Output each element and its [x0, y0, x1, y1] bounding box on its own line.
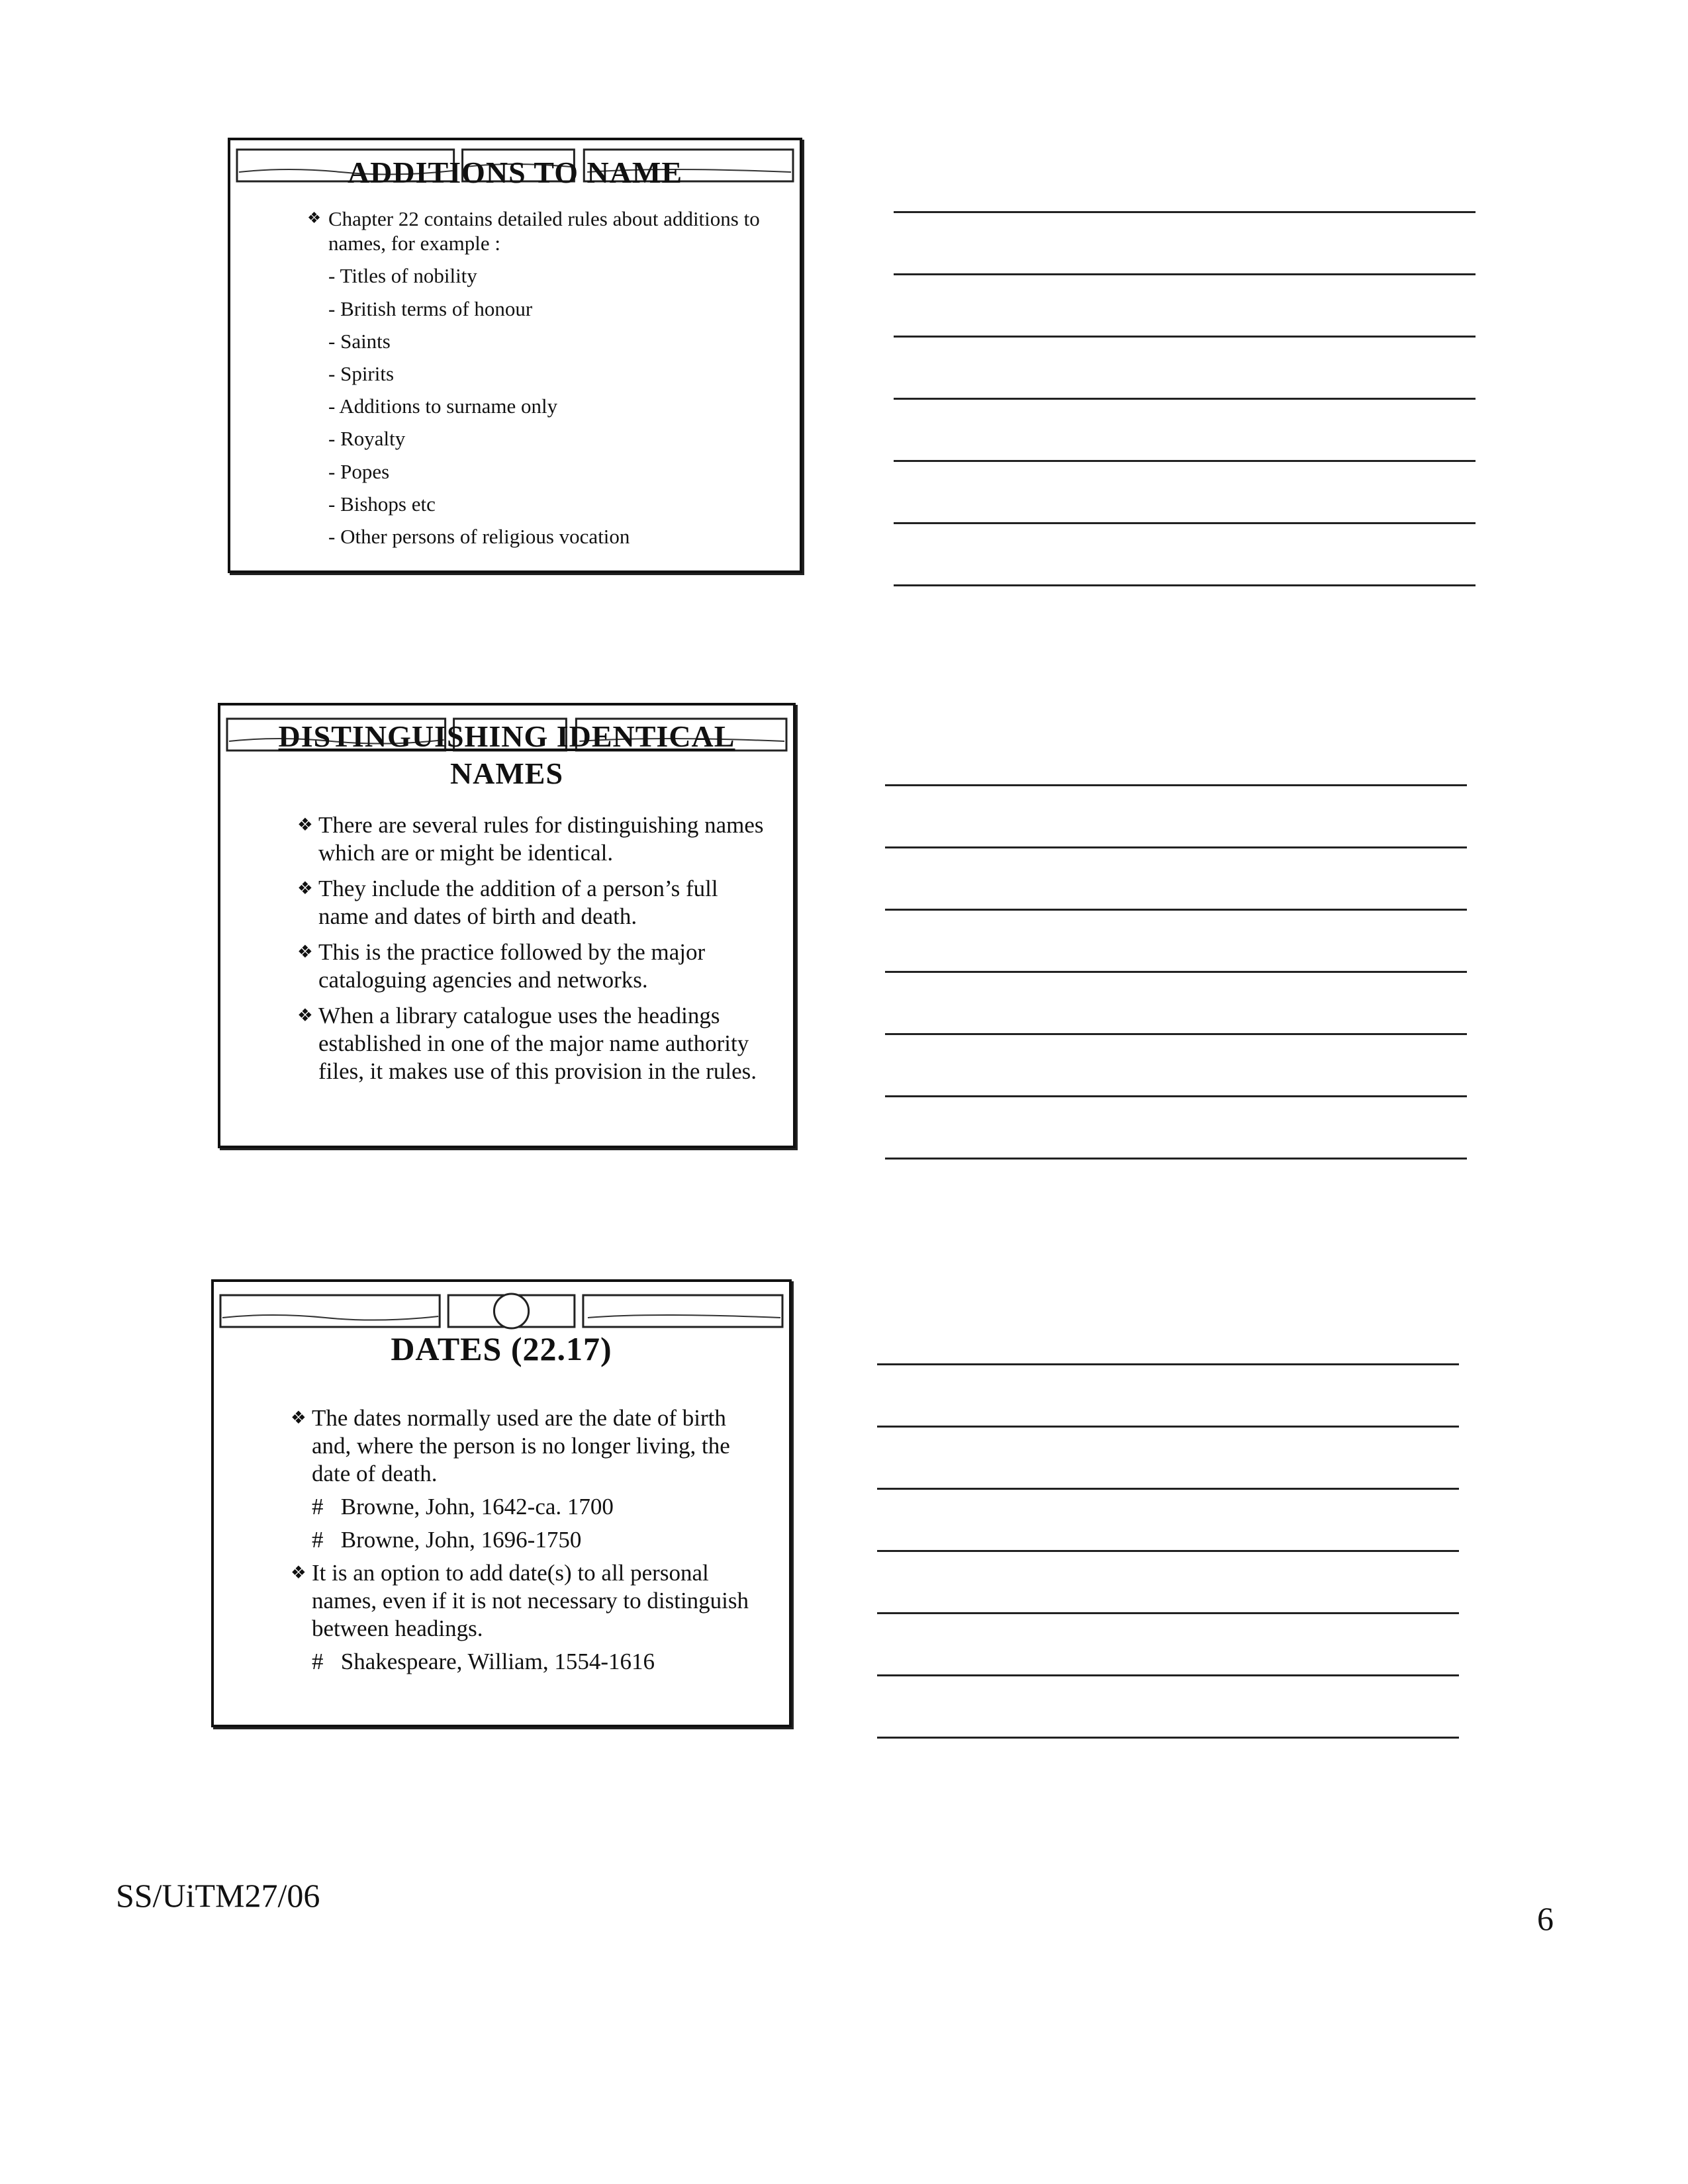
note-line [894, 398, 1476, 400]
example-heading: # Shakespeare, William, 1554-1616 [312, 1649, 655, 1674]
slide-distinguishing-identical-names [218, 703, 796, 1148]
diamond-bullet-icon: ❖ [291, 1408, 306, 1428]
diamond-bullet-icon: ❖ [297, 815, 313, 835]
bullet-text: This is the practice followed by the major cataloguing agencies and networks. [318, 939, 706, 993]
note-line [877, 1612, 1459, 1614]
note-line [894, 336, 1476, 338]
diamond-bullet-icon: ❖ [297, 942, 313, 962]
note-line [885, 1158, 1467, 1160]
bullet-text: It is an option to add date(s) to all personal names, even if it is not necessary to distinguish between headings. [312, 1560, 749, 1641]
bullet-item [307, 206, 785, 255]
note-line [885, 1095, 1467, 1097]
slide-body [307, 206, 785, 549]
decorative-banner [219, 1293, 784, 1332]
bullet-item [291, 1404, 769, 1488]
slide-title: DATES (22.17) [391, 1330, 612, 1367]
list-item: - Spirits [328, 361, 395, 385]
note-line [894, 460, 1476, 462]
bullet-text: When a library catalogue uses the headings established in one of the major name authority files, it makes use of this provision in the rules. [318, 1003, 757, 1084]
bullet-text: They include the addition of a person’s full name and dates of birth and death. [318, 876, 718, 929]
document-code: SS/UiTM27/06 [116, 1877, 320, 1914]
list-item: - Additions to surname only [328, 394, 558, 418]
diamond-bullet-icon: ❖ [307, 209, 321, 227]
note-line [885, 1033, 1467, 1035]
bullet-item [297, 1002, 769, 1085]
note-line [885, 846, 1467, 848]
note-line [894, 584, 1476, 586]
note-line [877, 1426, 1459, 1428]
slide-title: ADDITIONS TO NAME [347, 156, 683, 189]
note-line [885, 784, 1467, 786]
bullet-item [291, 1559, 769, 1643]
bullet-item [297, 938, 769, 994]
note-line [877, 1363, 1459, 1365]
note-line [885, 909, 1467, 911]
list-item: - British terms of honour [328, 296, 533, 320]
example-heading: # Browne, John, 1642-ca. 1700 [312, 1494, 614, 1520]
list-item: - Bishops etc [328, 492, 436, 516]
list-item: - Royalty [328, 427, 406, 451]
note-line [877, 1488, 1459, 1490]
slide-title-line2: NAMES [449, 756, 564, 790]
slide-title-line1: DISTINGUISHING IDENTICAL [278, 719, 735, 753]
diamond-bullet-icon: ❖ [297, 1006, 313, 1026]
slide-body [297, 811, 769, 1093]
slide-additions-to-name [228, 138, 802, 573]
slide-body [291, 1404, 769, 1676]
list-item: - Other persons of religious vocation [328, 524, 630, 548]
bullet-item [297, 811, 769, 867]
list-item: - Titles of nobility [328, 264, 477, 288]
diamond-bullet-icon: ❖ [297, 879, 313, 899]
page-number: 6 [1537, 1900, 1554, 1937]
bullet-text: The dates normally used are the date of birth and, where the person is no longer living, the date of death. [312, 1405, 730, 1486]
note-line [894, 273, 1476, 275]
note-line [877, 1674, 1459, 1676]
example-heading: # Browne, John, 1696-1750 [312, 1527, 582, 1553]
bullet-text: Chapter 22 contains detailed rules about additions to names, for example : [328, 207, 760, 255]
note-line [877, 1737, 1459, 1739]
bullet-item [297, 875, 769, 931]
list-item: - Popes [328, 459, 390, 483]
note-line [885, 971, 1467, 973]
note-line [894, 211, 1476, 213]
note-line [877, 1550, 1459, 1552]
bullet-text: There are several rules for distinguishing names which are or might be identical. [318, 812, 764, 866]
slide-dates [211, 1279, 792, 1727]
diamond-bullet-icon: ❖ [291, 1563, 306, 1583]
note-line [894, 522, 1476, 524]
list-item: - Saints [328, 329, 391, 353]
